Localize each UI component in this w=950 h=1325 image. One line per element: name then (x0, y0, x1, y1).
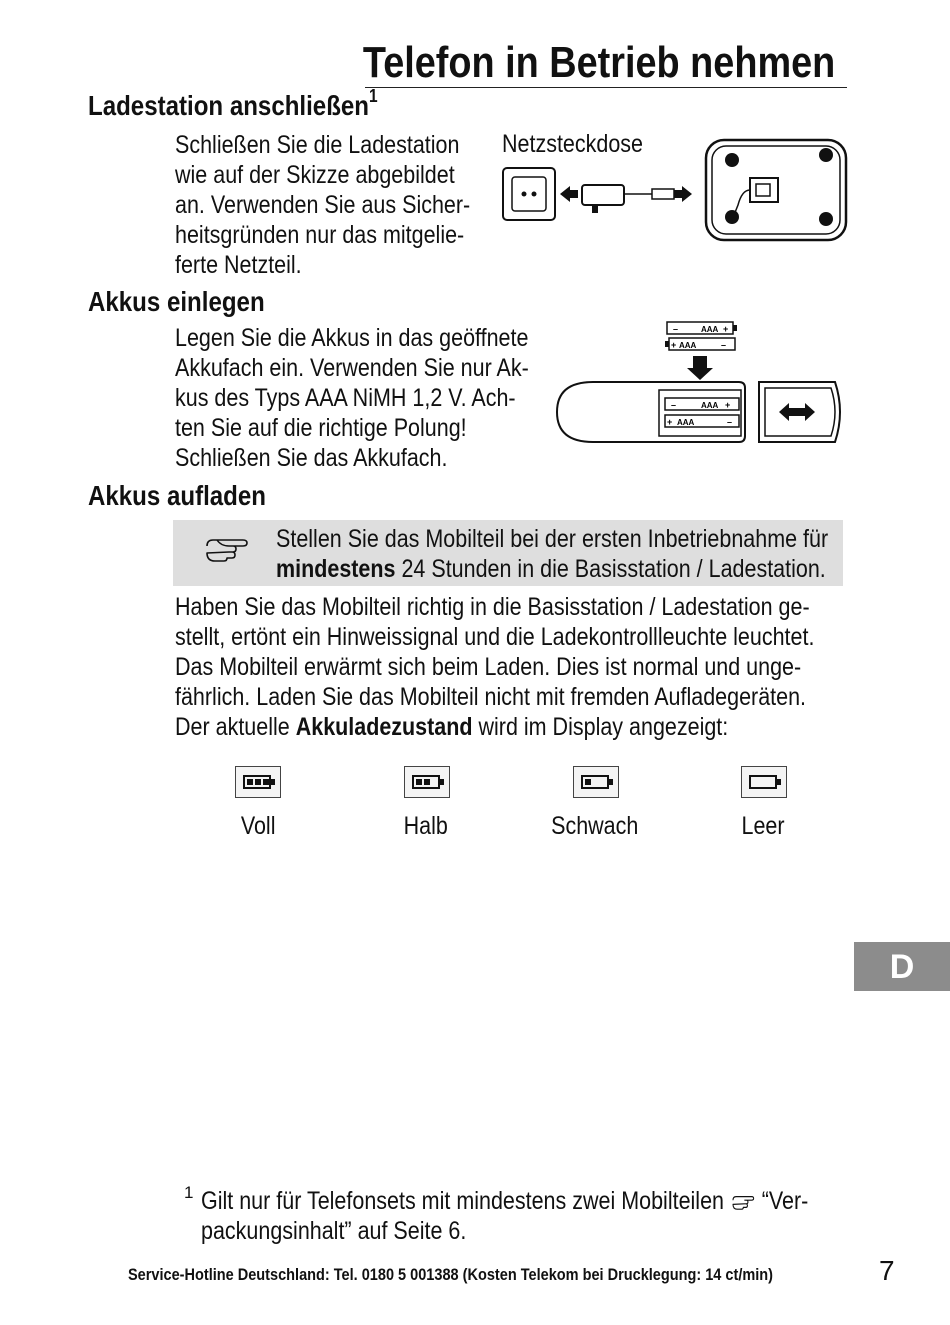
text-line: an. Verwenden Sie aus Sicher- (175, 191, 471, 219)
svg-text:AAA: AAA (679, 341, 697, 350)
battery-aaa-icon (665, 338, 735, 350)
battery-empty-icon (741, 766, 787, 798)
text-line: ferte Netzteil. (175, 251, 302, 279)
text-line: Akkufach ein. Verwenden Sie nur Ak- (175, 354, 529, 382)
ladestation-paragraph (175, 130, 518, 280)
heading-akkus-einlegen: Akkus einlegen (88, 286, 265, 317)
page-number: 7 (879, 1255, 895, 1286)
footnote-ref: 1 (369, 86, 378, 106)
text-line: kus des Typs AAA NiMH 1,2 V. Ach- (175, 384, 516, 412)
battery-label-halb: Halb (403, 812, 449, 840)
figure-label-netzsteckdose: Netzsteckdose (502, 130, 644, 158)
text-line: Haben Sie das Mobilteil richtig in die Basisstation / Ladestation ge- (175, 593, 810, 621)
text-line: Der aktuelle Akkuladezustand wird im Display angezeigt: (175, 713, 729, 741)
svg-text:–: – (721, 340, 727, 350)
footnote-line: packungsinhalt” auf Seite 6. (201, 1217, 467, 1245)
svg-text:+: + (671, 340, 677, 350)
svg-text:AAA: AAA (677, 418, 695, 427)
battery-full-icon (235, 766, 281, 798)
svg-text:+: + (723, 324, 729, 334)
text-line: Schließen Sie das Akkufach. (175, 444, 448, 472)
base-station-icon (706, 140, 846, 240)
battery-label-leer: Leer (741, 812, 785, 840)
charging-station-diagram (500, 135, 850, 245)
arrow-right-icon (674, 186, 692, 202)
page-title: Telefon in Betrieb nehmen (362, 38, 835, 87)
footnote-number: 1 (184, 1183, 194, 1202)
heading-ladestation (88, 86, 425, 122)
svg-text:+: + (667, 417, 673, 427)
wall-socket-icon (503, 168, 555, 220)
footnote-line: Gilt nur für Telefonsets mit mindestens zwei Mobilteilen “Ver- (201, 1187, 809, 1215)
note-line: mindestens 24 Stunden in die Basisstation / Ladestation. (276, 555, 826, 583)
akkus-einlegen-paragraph (175, 323, 586, 473)
text-line: Schließen Sie die Ladestation (175, 131, 460, 159)
battery-half-icon (404, 766, 450, 798)
text-line: heitsgründen nur das mitgelie- (175, 221, 465, 249)
footnote-text (201, 1186, 907, 1246)
page-title-rule (362, 36, 847, 88)
heading-akkus-aufladen: Akkus aufladen (88, 480, 266, 511)
svg-text:–: – (673, 324, 679, 334)
note-text (276, 524, 918, 584)
handset-icon (557, 382, 745, 442)
note-box (173, 520, 843, 586)
battery-low-icon (573, 766, 619, 798)
note-line: Stellen Sie das Mobilteil bei der ersten Inbetriebnahme für (276, 525, 829, 553)
text-line: Das Mobilteil erwärmt sich beim Laden. Dies ist normal und unge- (175, 653, 802, 681)
text-line: wie auf der Skizze abgebildet (175, 161, 455, 189)
akkus-aufladen-paragraph (175, 592, 919, 742)
svg-text:–: – (727, 417, 733, 427)
battery-aaa-icon (667, 322, 737, 334)
text-line: Legen Sie die Akkus in das geöffnete (175, 324, 529, 352)
language-tab: D (854, 942, 950, 991)
svg-text:AAA: AAA (701, 325, 719, 334)
svg-text:+: + (725, 400, 731, 410)
arrow-down-icon (687, 356, 713, 380)
arrow-left-icon (560, 186, 578, 202)
text-line: ten Sie auf die richtige Polung! (175, 414, 467, 442)
battery-insertion-diagram (553, 318, 849, 450)
text-line: fährlich. Laden Sie das Mobilteil nicht mit fremden Aufladegeräten. (175, 683, 807, 711)
battery-label-schwach: Schwach (551, 812, 639, 840)
svg-text:AAA: AAA (701, 401, 719, 410)
service-hotline: Service-Hotline Deutschland: Tel. 0180 5 001388 (Kosten Telekom bei Drucklegung: 14 ct/min) (128, 1266, 773, 1284)
svg-text:–: – (671, 400, 677, 410)
text-line: stellt, ertönt ein Hinweissignal und die Ladekontrollleuchte leuchtet. (175, 623, 815, 651)
battery-label-voll: Voll (240, 812, 276, 840)
pointing-hand-icon (203, 534, 249, 564)
pointing-hand-icon (730, 1193, 756, 1211)
power-adapter-icon (582, 185, 624, 205)
battery-cover-icon (759, 382, 840, 442)
heading-ladestation-text: Ladestation anschließen (88, 90, 370, 121)
